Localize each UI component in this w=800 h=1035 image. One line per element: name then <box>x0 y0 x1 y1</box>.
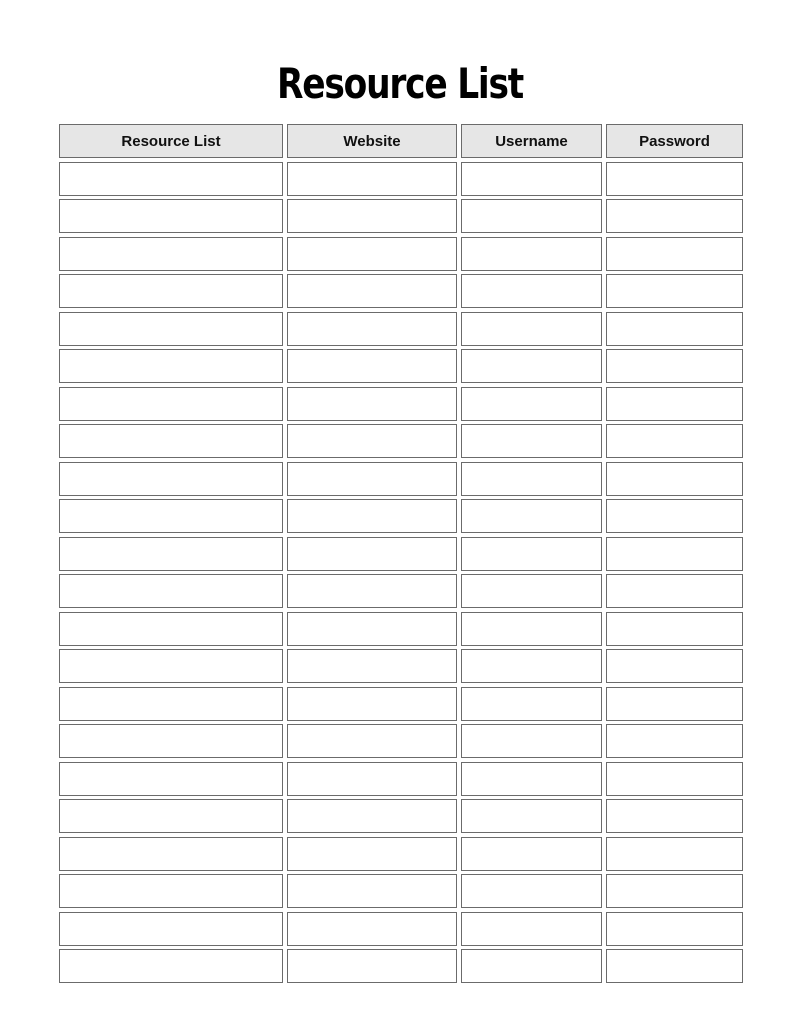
username-cell[interactable] <box>461 312 602 346</box>
username-cell[interactable] <box>461 499 602 533</box>
username-cell[interactable] <box>461 387 602 421</box>
website-cell[interactable] <box>287 312 457 346</box>
website-cell[interactable] <box>287 387 457 421</box>
username-cell[interactable] <box>461 762 602 796</box>
resource-cell[interactable] <box>59 687 283 721</box>
username-cell[interactable] <box>461 462 602 496</box>
password-cell[interactable] <box>606 837 743 871</box>
website-cell[interactable] <box>287 724 457 758</box>
username-cell[interactable] <box>461 162 602 196</box>
password-cell[interactable] <box>606 762 743 796</box>
column-header-username: Username <box>461 124 602 158</box>
username-cell[interactable] <box>461 799 602 833</box>
resource-cell[interactable] <box>59 799 283 833</box>
password-cell[interactable] <box>606 424 743 458</box>
username-cell[interactable] <box>461 949 602 983</box>
password-cell[interactable] <box>606 499 743 533</box>
website-cell[interactable] <box>287 424 457 458</box>
password-cell[interactable] <box>606 312 743 346</box>
resource-cell[interactable] <box>59 874 283 908</box>
website-cell[interactable] <box>287 837 457 871</box>
resource-table <box>59 124 743 983</box>
website-cell[interactable] <box>287 687 457 721</box>
resource-cell[interactable] <box>59 912 283 946</box>
resource-cell[interactable] <box>59 537 283 571</box>
website-cell[interactable] <box>287 612 457 646</box>
password-cell[interactable] <box>606 874 743 908</box>
resource-cell[interactable] <box>59 274 283 308</box>
username-cell[interactable] <box>461 349 602 383</box>
website-cell[interactable] <box>287 574 457 608</box>
resource-cell[interactable] <box>59 949 283 983</box>
password-cell[interactable] <box>606 237 743 271</box>
website-cell[interactable] <box>287 537 457 571</box>
website-cell[interactable] <box>287 762 457 796</box>
password-cell[interactable] <box>606 799 743 833</box>
resource-cell[interactable] <box>59 424 283 458</box>
resource-cell[interactable] <box>59 387 283 421</box>
resource-cell[interactable] <box>59 762 283 796</box>
website-cell[interactable] <box>287 649 457 683</box>
password-cell[interactable] <box>606 462 743 496</box>
username-cell[interactable] <box>461 199 602 233</box>
username-cell[interactable] <box>461 687 602 721</box>
website-cell[interactable] <box>287 199 457 233</box>
password-cell[interactable] <box>606 687 743 721</box>
resource-cell[interactable] <box>59 649 283 683</box>
website-cell[interactable] <box>287 912 457 946</box>
username-cell[interactable] <box>461 537 602 571</box>
website-cell[interactable] <box>287 874 457 908</box>
website-cell[interactable] <box>287 499 457 533</box>
password-cell[interactable] <box>606 612 743 646</box>
resource-cell[interactable] <box>59 574 283 608</box>
website-cell[interactable] <box>287 462 457 496</box>
password-cell[interactable] <box>606 349 743 383</box>
password-cell[interactable] <box>606 274 743 308</box>
column-header-password: Password <box>606 124 743 158</box>
username-cell[interactable] <box>461 649 602 683</box>
username-cell[interactable] <box>461 424 602 458</box>
username-cell[interactable] <box>461 874 602 908</box>
resource-cell[interactable] <box>59 162 283 196</box>
website-cell[interactable] <box>287 237 457 271</box>
username-cell[interactable] <box>461 612 602 646</box>
resource-cell[interactable] <box>59 837 283 871</box>
password-cell[interactable] <box>606 387 743 421</box>
column-header-website: Website <box>287 124 457 158</box>
page-title: Resource List <box>276 59 524 108</box>
website-cell[interactable] <box>287 274 457 308</box>
username-cell[interactable] <box>461 837 602 871</box>
resource-cell[interactable] <box>59 199 283 233</box>
resource-cell[interactable] <box>59 312 283 346</box>
password-cell[interactable] <box>606 162 743 196</box>
username-cell[interactable] <box>461 912 602 946</box>
resource-cell[interactable] <box>59 349 283 383</box>
resource-cell[interactable] <box>59 499 283 533</box>
column-header-resource-list: Resource List <box>59 124 283 158</box>
password-cell[interactable] <box>606 537 743 571</box>
website-cell[interactable] <box>287 799 457 833</box>
resource-cell[interactable] <box>59 462 283 496</box>
username-cell[interactable] <box>461 274 602 308</box>
username-cell[interactable] <box>461 237 602 271</box>
password-cell[interactable] <box>606 912 743 946</box>
resource-cell[interactable] <box>59 724 283 758</box>
website-cell[interactable] <box>287 949 457 983</box>
website-cell[interactable] <box>287 162 457 196</box>
resource-cell[interactable] <box>59 237 283 271</box>
website-cell[interactable] <box>287 349 457 383</box>
password-cell[interactable] <box>606 949 743 983</box>
username-cell[interactable] <box>461 724 602 758</box>
resource-cell[interactable] <box>59 612 283 646</box>
password-cell[interactable] <box>606 574 743 608</box>
password-cell[interactable] <box>606 199 743 233</box>
password-cell[interactable] <box>606 724 743 758</box>
password-cell[interactable] <box>606 649 743 683</box>
username-cell[interactable] <box>461 574 602 608</box>
